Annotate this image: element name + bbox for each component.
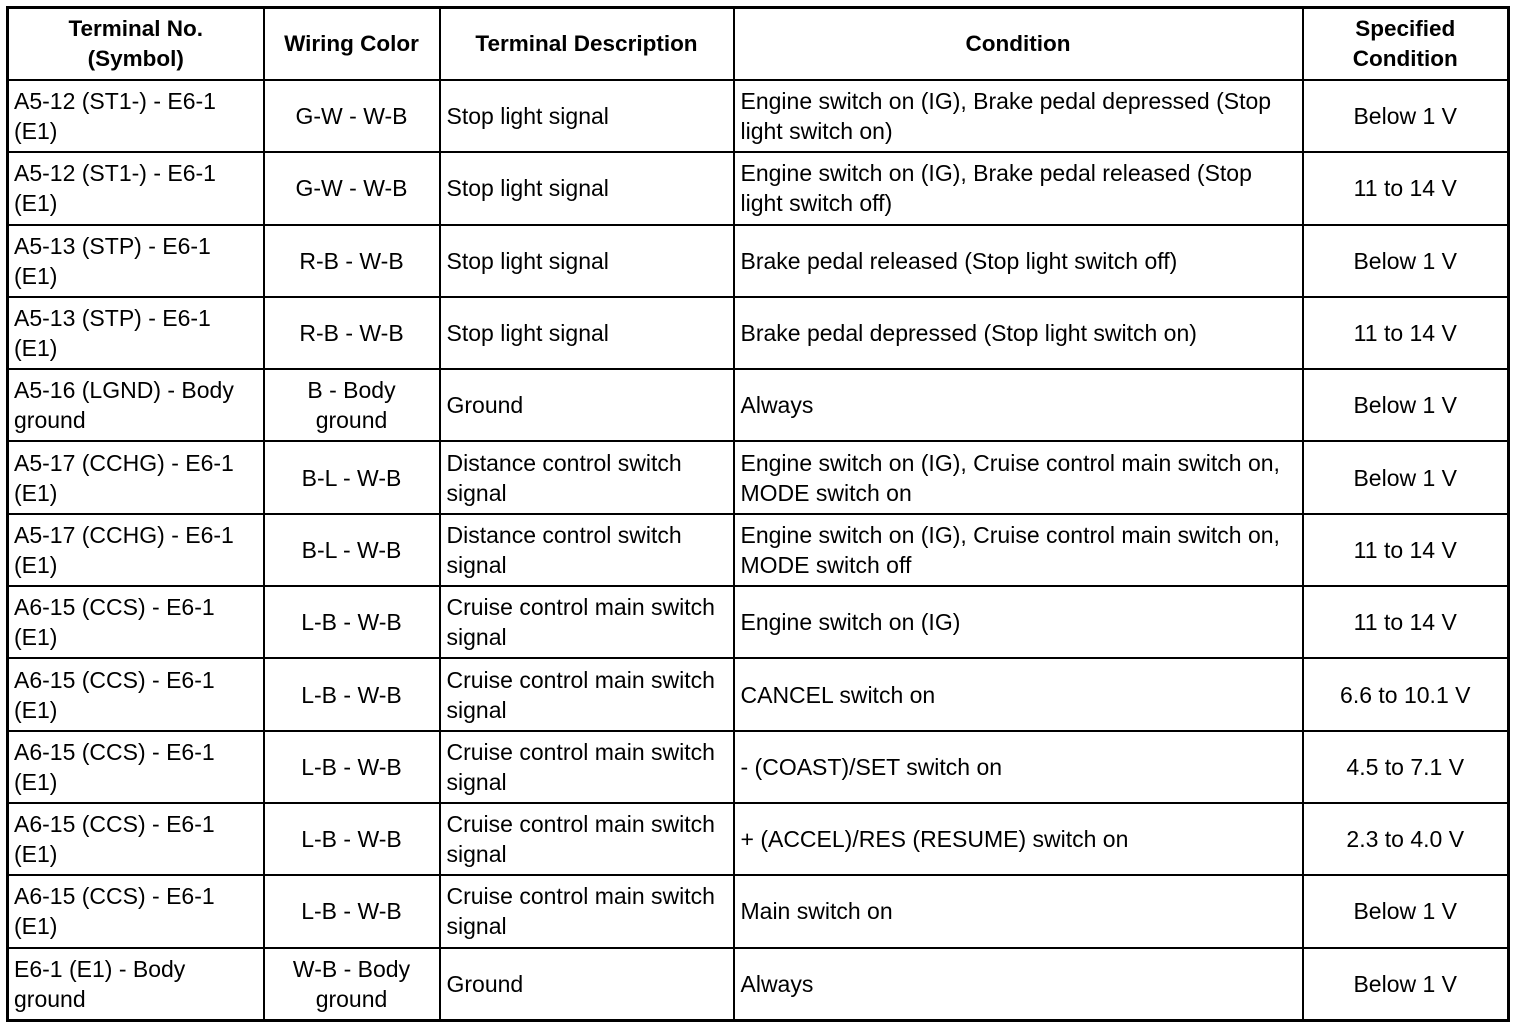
table-row	[8, 658, 1509, 730]
table-row	[8, 369, 1509, 441]
cell-wiring: G-W - W-B	[264, 80, 440, 152]
cell-description: Ground	[440, 369, 734, 441]
header-description: Terminal Description	[440, 8, 734, 81]
cell-specified: 11 to 14 V	[1303, 297, 1509, 369]
cell-condition: Engine switch on (IG)	[734, 586, 1303, 658]
cell-wiring: B-L - W-B	[264, 514, 440, 586]
cell-description: Ground	[440, 948, 734, 1021]
cell-condition: Main switch on	[734, 875, 1303, 947]
table-row	[8, 297, 1509, 369]
cell-terminal: E6-1 (E1) - Body ground	[8, 948, 264, 1021]
header-condition: Condition	[734, 8, 1303, 81]
cell-wiring: L-B - W-B	[264, 658, 440, 730]
header-specified-line1: Specified	[1355, 16, 1456, 41]
cell-terminal: A5-17 (CCHG) - E6-1 (E1)	[8, 441, 264, 513]
cell-specified: Below 1 V	[1303, 441, 1509, 513]
cell-wiring: L-B - W-B	[264, 586, 440, 658]
cell-description: Distance control switch signal	[440, 441, 734, 513]
cell-condition: Engine switch on (IG), Brake pedal depressed (Stop light switch on)	[734, 80, 1303, 152]
cell-condition: Brake pedal released (Stop light switch off)	[734, 225, 1303, 297]
cell-wiring: W-B - Body ground	[264, 948, 440, 1021]
cell-specified: 11 to 14 V	[1303, 514, 1509, 586]
terminal-table	[6, 6, 1510, 1022]
cell-wiring: L-B - W-B	[264, 731, 440, 803]
cell-description: Cruise control main switch signal	[440, 803, 734, 875]
header-terminal-line1: Terminal No.	[68, 16, 204, 41]
cell-condition: Always	[734, 369, 1303, 441]
cell-description: Cruise control main switch signal	[440, 658, 734, 730]
cell-terminal: A5-17 (CCHG) - E6-1 (E1)	[8, 514, 264, 586]
table-header-row	[8, 8, 1509, 81]
cell-condition: Always	[734, 948, 1303, 1021]
cell-specified: Below 1 V	[1303, 948, 1509, 1021]
cell-condition: Brake pedal depressed (Stop light switch on)	[734, 297, 1303, 369]
cell-terminal: A5-12 (ST1-) - E6-1 (E1)	[8, 80, 264, 152]
table-row	[8, 875, 1509, 947]
cell-specified: 2.3 to 4.0 V	[1303, 803, 1509, 875]
cell-description: Stop light signal	[440, 152, 734, 224]
cell-condition: Engine switch on (IG), Cruise control main switch on, MODE switch off	[734, 514, 1303, 586]
cell-wiring: R-B - W-B	[264, 225, 440, 297]
cell-specified: Below 1 V	[1303, 875, 1509, 947]
table-row	[8, 586, 1509, 658]
cell-description: Stop light signal	[440, 297, 734, 369]
cell-terminal: A6-15 (CCS) - E6-1 (E1)	[8, 803, 264, 875]
table-row	[8, 441, 1509, 513]
cell-specified: 4.5 to 7.1 V	[1303, 731, 1509, 803]
table-row	[8, 948, 1509, 1021]
cell-wiring: L-B - W-B	[264, 875, 440, 947]
terminal-table-container	[6, 6, 1507, 1022]
cell-specified: 6.6 to 10.1 V	[1303, 658, 1509, 730]
cell-terminal: A6-15 (CCS) - E6-1 (E1)	[8, 731, 264, 803]
cell-condition: CANCEL switch on	[734, 658, 1303, 730]
header-specified-line2: Condition	[1352, 46, 1458, 71]
table-row	[8, 803, 1509, 875]
header-terminal-line2: (Symbol)	[87, 46, 184, 71]
cell-wiring: R-B - W-B	[264, 297, 440, 369]
cell-terminal: A5-13 (STP) - E6-1 (E1)	[8, 297, 264, 369]
cell-specified: Below 1 V	[1303, 80, 1509, 152]
cell-wiring: G-W - W-B	[264, 152, 440, 224]
header-specified	[1303, 8, 1509, 81]
cell-condition: Engine switch on (IG), Brake pedal released (Stop light switch off)	[734, 152, 1303, 224]
cell-description: Stop light signal	[440, 225, 734, 297]
cell-description: Cruise control main switch signal	[440, 586, 734, 658]
cell-wiring: L-B - W-B	[264, 803, 440, 875]
cell-terminal: A5-13 (STP) - E6-1 (E1)	[8, 225, 264, 297]
table-row	[8, 731, 1509, 803]
table-row	[8, 152, 1509, 224]
cell-wiring: B - Body ground	[264, 369, 440, 441]
cell-wiring: B-L - W-B	[264, 441, 440, 513]
cell-description: Distance control switch signal	[440, 514, 734, 586]
table-row	[8, 225, 1509, 297]
cell-specified: Below 1 V	[1303, 369, 1509, 441]
cell-terminal: A5-16 (LGND) - Body ground	[8, 369, 264, 441]
cell-description: Stop light signal	[440, 80, 734, 152]
cell-specified: Below 1 V	[1303, 225, 1509, 297]
cell-condition: Engine switch on (IG), Cruise control main switch on, MODE switch on	[734, 441, 1303, 513]
cell-condition: - (COAST)/SET switch on	[734, 731, 1303, 803]
cell-specified: 11 to 14 V	[1303, 152, 1509, 224]
table-row	[8, 80, 1509, 152]
cell-terminal: A6-15 (CCS) - E6-1 (E1)	[8, 586, 264, 658]
cell-specified: 11 to 14 V	[1303, 586, 1509, 658]
cell-terminal: A6-15 (CCS) - E6-1 (E1)	[8, 658, 264, 730]
cell-terminal: A6-15 (CCS) - E6-1 (E1)	[8, 875, 264, 947]
header-wiring: Wiring Color	[264, 8, 440, 81]
cell-terminal: A5-12 (ST1-) - E6-1 (E1)	[8, 152, 264, 224]
cell-description: Cruise control main switch signal	[440, 875, 734, 947]
cell-condition: + (ACCEL)/RES (RESUME) switch on	[734, 803, 1303, 875]
cell-description: Cruise control main switch signal	[440, 731, 734, 803]
header-terminal	[8, 8, 264, 81]
table-row	[8, 514, 1509, 586]
